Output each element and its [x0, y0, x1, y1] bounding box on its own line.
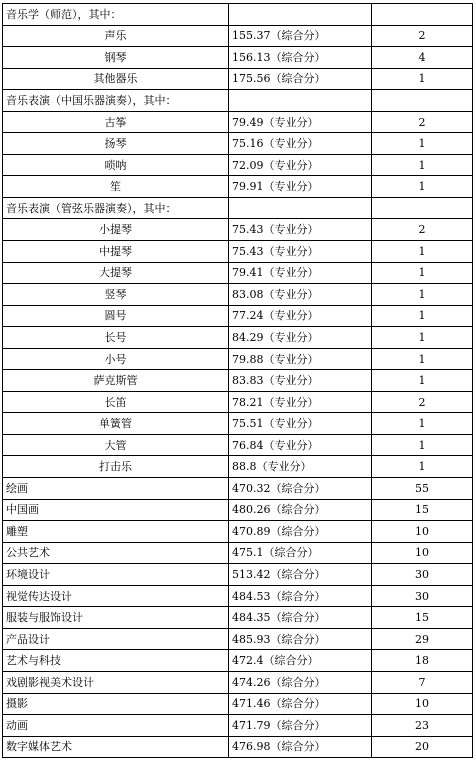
- count-cell: 1: [372, 154, 473, 176]
- table-row: [3, 262, 473, 284]
- score-cell: 77.24（专业分）: [229, 305, 372, 327]
- table-row: [3, 671, 473, 693]
- count-cell: 1: [372, 348, 473, 370]
- score-cell: 471.79（综合分）: [229, 715, 372, 737]
- count-cell: 1: [372, 434, 473, 456]
- major-name-cell: 数字媒体艺术: [3, 736, 229, 758]
- major-name-cell: 竖琴: [3, 284, 229, 306]
- table-row: [3, 715, 473, 737]
- table-row: [3, 241, 473, 263]
- table-row: [3, 478, 473, 500]
- table-row: [3, 284, 473, 306]
- major-name-cell: 音乐表演（管弦乐器演奏），其中：: [3, 197, 229, 219]
- score-cell: 75.43（专业分）: [229, 219, 372, 241]
- score-cell: [229, 4, 372, 26]
- score-cell: 75.16（专业分）: [229, 133, 372, 155]
- major-name-cell: 钢琴: [3, 47, 229, 69]
- count-cell: 1: [372, 327, 473, 349]
- table-row: [3, 693, 473, 715]
- count-cell: 10: [372, 542, 473, 564]
- count-cell: 23: [372, 715, 473, 737]
- count-cell: 18: [372, 650, 473, 672]
- table-row: [3, 154, 473, 176]
- table-row: [3, 413, 473, 435]
- count-cell: 2: [372, 25, 473, 47]
- table-row: [3, 348, 473, 370]
- major-name-cell: 声乐: [3, 25, 229, 47]
- score-cell: 470.89（综合分）: [229, 521, 372, 543]
- major-name-cell: 音乐表演（中国乐器演奏），其中：: [3, 90, 229, 112]
- major-name-cell: 大提琴: [3, 262, 229, 284]
- score-cell: 513.42（综合分）: [229, 564, 372, 586]
- major-name-cell: 小提琴: [3, 219, 229, 241]
- table-row: [3, 391, 473, 413]
- major-name-cell: 摄影: [3, 693, 229, 715]
- table-row: [3, 521, 473, 543]
- table-row: [3, 499, 473, 521]
- count-cell: 20: [372, 736, 473, 758]
- count-cell: 2: [372, 219, 473, 241]
- score-cell: 485.93（综合分）: [229, 628, 372, 650]
- major-name-cell: 中国画: [3, 499, 229, 521]
- major-name-cell: 音乐学（师范），其中：: [3, 4, 229, 26]
- table-body: [3, 4, 473, 758]
- count-cell: 1: [372, 284, 473, 306]
- major-name-cell: 产品设计: [3, 628, 229, 650]
- table-row: [3, 542, 473, 564]
- table-row: [3, 133, 473, 155]
- table-row: [3, 650, 473, 672]
- major-name-cell: 戏剧影视美术设计: [3, 671, 229, 693]
- major-name-cell: 视觉传达设计: [3, 585, 229, 607]
- score-cell: 76.84（专业分）: [229, 434, 372, 456]
- score-cell: 480.26（综合分）: [229, 499, 372, 521]
- table-row: [3, 4, 473, 26]
- score-cell: 83.08（专业分）: [229, 284, 372, 306]
- table-row: [3, 370, 473, 392]
- major-name-cell: 笙: [3, 176, 229, 198]
- major-name-cell: 古筝: [3, 111, 229, 133]
- count-cell: 2: [372, 391, 473, 413]
- count-cell: 15: [372, 607, 473, 629]
- table-row: [3, 305, 473, 327]
- table-row: [3, 327, 473, 349]
- score-cell: 470.32（综合分）: [229, 478, 372, 500]
- table-row: [3, 564, 473, 586]
- major-name-cell: 唢呐: [3, 154, 229, 176]
- table-row: [3, 25, 473, 47]
- major-name-cell: 小号: [3, 348, 229, 370]
- count-cell: [372, 4, 473, 26]
- score-cell: 79.49（专业分）: [229, 111, 372, 133]
- major-name-cell: 扬琴: [3, 133, 229, 155]
- table-row: [3, 736, 473, 758]
- score-cell: 79.41（专业分）: [229, 262, 372, 284]
- count-cell: [372, 197, 473, 219]
- count-cell: 7: [372, 671, 473, 693]
- major-name-cell: 雕塑: [3, 521, 229, 543]
- count-cell: 1: [372, 456, 473, 478]
- count-cell: 1: [372, 413, 473, 435]
- count-cell: 1: [372, 133, 473, 155]
- major-name-cell: 大管: [3, 434, 229, 456]
- table-row: [3, 90, 473, 112]
- table-row: [3, 434, 473, 456]
- table-row: [3, 219, 473, 241]
- count-cell: 10: [372, 521, 473, 543]
- score-cell: [229, 197, 372, 219]
- score-cell: 88.8（专业分）: [229, 456, 372, 478]
- count-cell: 4: [372, 47, 473, 69]
- table-row: [3, 197, 473, 219]
- score-cell: 78.21（专业分）: [229, 391, 372, 413]
- score-cell: 175.56（综合分）: [229, 68, 372, 90]
- major-name-cell: 其他器乐: [3, 68, 229, 90]
- count-cell: 10: [372, 693, 473, 715]
- score-cell: 72.09（专业分）: [229, 154, 372, 176]
- major-name-cell: 打击乐: [3, 456, 229, 478]
- score-cell: 472.4（综合分）: [229, 650, 372, 672]
- table-row: [3, 456, 473, 478]
- major-name-cell: 中提琴: [3, 241, 229, 263]
- major-name-cell: 艺术与科技: [3, 650, 229, 672]
- count-cell: [372, 90, 473, 112]
- table-row: [3, 628, 473, 650]
- count-cell: 55: [372, 478, 473, 500]
- count-cell: 1: [372, 370, 473, 392]
- score-cell: 474.26（综合分）: [229, 671, 372, 693]
- count-cell: 30: [372, 564, 473, 586]
- score-cell: 75.43（专业分）: [229, 241, 372, 263]
- major-name-cell: 服装与服饰设计: [3, 607, 229, 629]
- count-cell: 30: [372, 585, 473, 607]
- major-name-cell: 绘画: [3, 478, 229, 500]
- table-row: [3, 607, 473, 629]
- major-name-cell: 长号: [3, 327, 229, 349]
- major-name-cell: 动画: [3, 715, 229, 737]
- score-cell: 84.29（专业分）: [229, 327, 372, 349]
- count-cell: 15: [372, 499, 473, 521]
- major-name-cell: 圆号: [3, 305, 229, 327]
- count-cell: 1: [372, 176, 473, 198]
- table-row: [3, 47, 473, 69]
- score-cell: 83.83（专业分）: [229, 370, 372, 392]
- major-name-cell: 萨克斯管: [3, 370, 229, 392]
- count-cell: 1: [372, 305, 473, 327]
- score-cell: 156.13（综合分）: [229, 47, 372, 69]
- major-name-cell: 公共艺术: [3, 542, 229, 564]
- major-name-cell: 环境设计: [3, 564, 229, 586]
- major-name-cell: 单簧管: [3, 413, 229, 435]
- table-row: [3, 585, 473, 607]
- major-name-cell: 长笛: [3, 391, 229, 413]
- admission-score-table: [2, 3, 473, 758]
- table-row: [3, 68, 473, 90]
- score-cell: 475.1（综合分）: [229, 542, 372, 564]
- score-cell: 79.91（专业分）: [229, 176, 372, 198]
- score-cell: 484.35（综合分）: [229, 607, 372, 629]
- score-cell: 155.37（综合分）: [229, 25, 372, 47]
- table-row: [3, 111, 473, 133]
- score-cell: 75.51（专业分）: [229, 413, 372, 435]
- count-cell: 1: [372, 68, 473, 90]
- score-cell: 79.88（专业分）: [229, 348, 372, 370]
- score-cell: 471.46（综合分）: [229, 693, 372, 715]
- score-cell: 476.98（综合分）: [229, 736, 372, 758]
- score-cell: 484.53（综合分）: [229, 585, 372, 607]
- count-cell: 29: [372, 628, 473, 650]
- count-cell: 2: [372, 111, 473, 133]
- table-row: [3, 176, 473, 198]
- score-cell: [229, 90, 372, 112]
- count-cell: 1: [372, 241, 473, 263]
- count-cell: 1: [372, 262, 473, 284]
